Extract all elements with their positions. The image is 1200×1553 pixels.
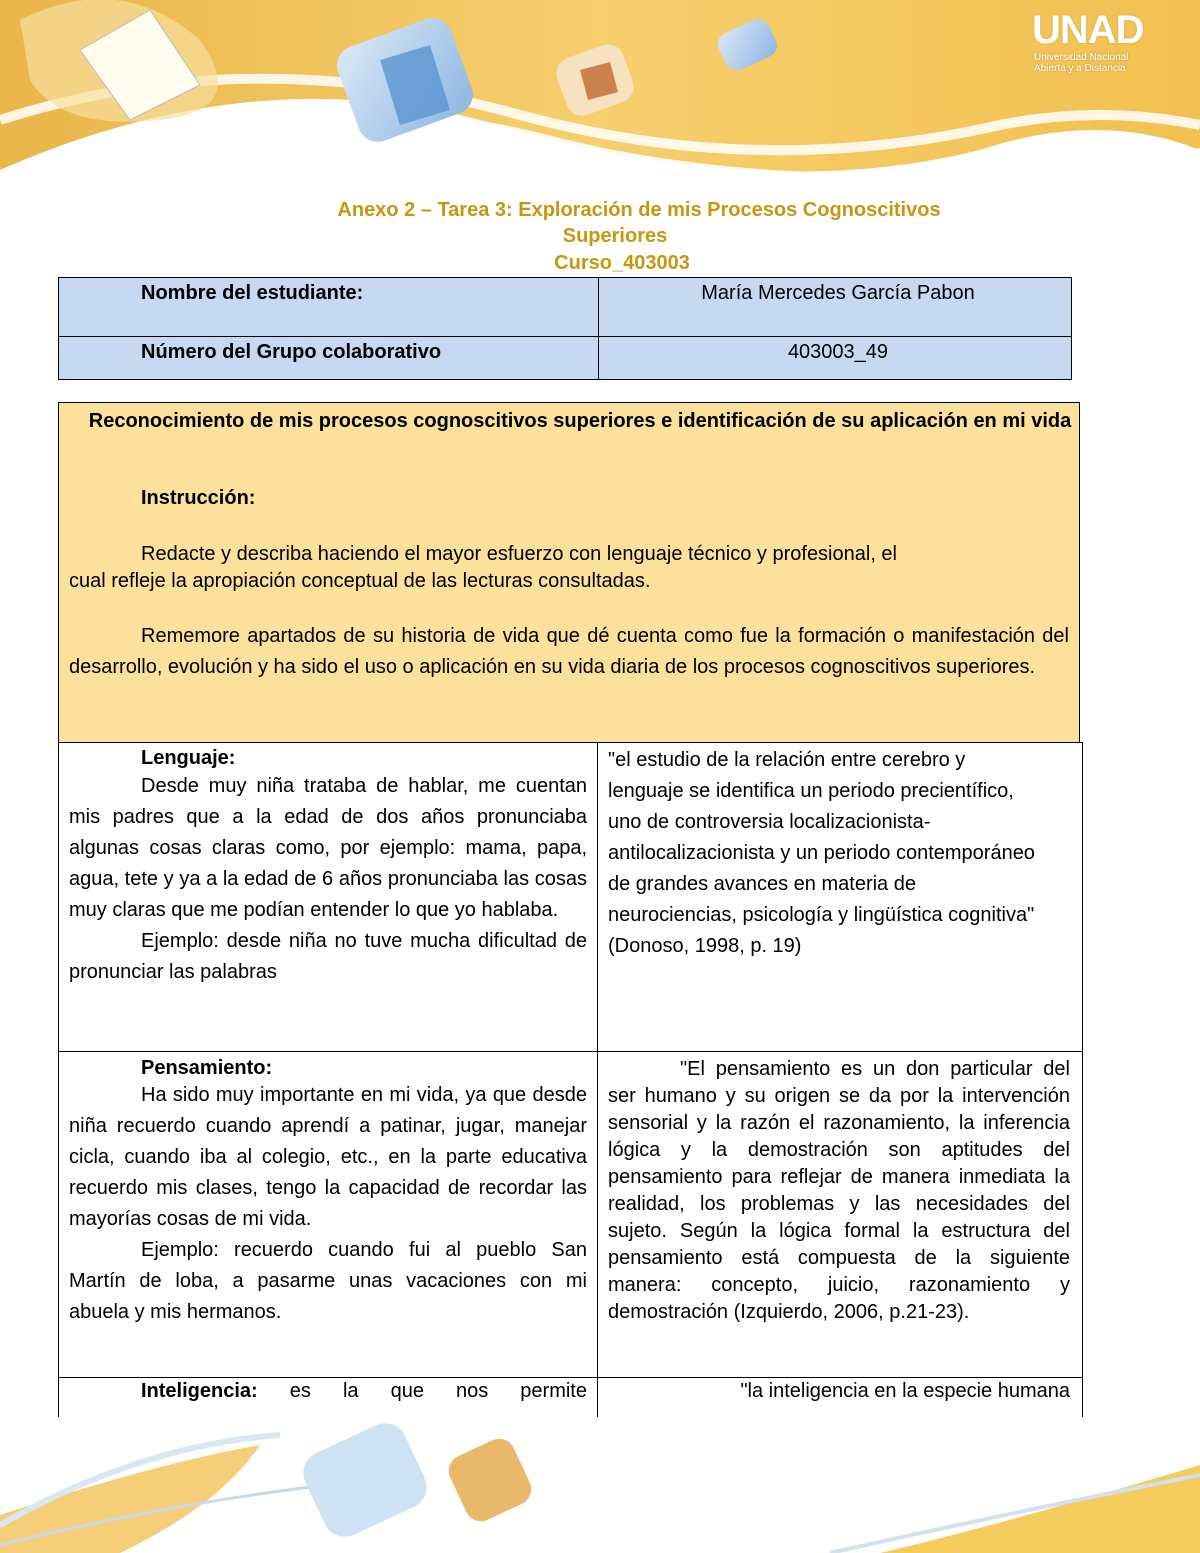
lenguaje-right-cell xyxy=(597,742,1083,1052)
instructions-heading xyxy=(59,407,1081,435)
table-row xyxy=(59,278,1072,337)
instruction-paragraph-2 xyxy=(69,621,1069,683)
pensamiento-left-cell xyxy=(58,1051,598,1378)
document-title-line2: Superiores xyxy=(562,225,668,247)
lenguaje-example: Ejemplo: desde niña no tuve mucha dificultad de pronunciar las palabras xyxy=(69,930,587,983)
lenguaje-citation: "el estudio de la relación entre cerebro y lenguaje se identifica un periodo precientífico, uno de controversia localizacionista-antilocalizacionista y un periodo contemporáneo de grandes avances en materia de neurociencias, psicología y lingüística cognitiva" (Donoso, 1998, p. 19) xyxy=(608,749,1035,957)
inteligencia-citation: "la inteligencia en la especie humana xyxy=(740,1380,1070,1402)
lenguaje-left-cell xyxy=(58,742,598,1052)
inteligencia-description: es la que nos permite xyxy=(289,1380,587,1402)
student-name-label: Nombre del estudiante: xyxy=(59,278,599,337)
lenguaje-description: Desde muy niña trataba de hablar, me cuentan mis padres que a la edad de dos años pronunciaba algunas cosas claras como, por ejemplo: mama, papa, agua, tete y ya a la edad de 6 años pronunciaba las cosas muy claras que me podían entender lo que yo hablaba. xyxy=(69,775,587,921)
group-number-label: Número del Grupo colaborativo xyxy=(59,337,599,380)
table-row xyxy=(59,337,1072,380)
instruction-label: Instrucción: xyxy=(141,487,256,509)
instruction-paragraph-2-text: Rememore apartados de su historia de vida que dé cuenta como fue la formación o manifestación del desarrollo, evolución y ha sido el uso o aplicación en su vida diaria de los procesos cognoscitivos superiores. xyxy=(69,625,1069,678)
instruction-paragraph-1 xyxy=(69,541,1069,595)
instructions-heading-text: Reconocimiento de mis procesos cognoscitivos superiores e identificación de su aplicación en mi vida xyxy=(88,410,1072,432)
student-name-value: María Mercedes García Pabon xyxy=(599,278,1072,337)
student-info-table xyxy=(58,277,1072,380)
pensamiento-right-cell xyxy=(597,1051,1083,1378)
lenguaje-title: Lenguaje: xyxy=(141,747,236,769)
instruction-paragraph-1-line1: Redacte y describa haciendo el mayor esfuerzo con lenguaje técnico y profesional, el xyxy=(141,543,897,565)
pensamiento-citation: "El pensamiento es un don particular del ser humano y su origen se da por la intervención sensorial y la razón el razonamiento, la inferencia lógica y la demostración son aptitudes del pensamiento para reflejar de manera inmediata la realidad, los problemas y las necesidades del sujeto. Según la lógica formal la estructura del pensamiento está compuesta de la siguiente manera: concepto, juicio, razonamiento y demostración (Izquierdo, 2006, p.21-23). xyxy=(608,1058,1070,1323)
instructions-block xyxy=(58,402,1080,742)
unad-logo xyxy=(1032,8,1162,78)
group-number-value: 403003_49 xyxy=(599,337,1072,380)
instruction-paragraph-1-line2: cual refleje la apropiación conceptual de las lecturas consultadas. xyxy=(69,570,651,592)
pensamiento-title: Pensamiento: xyxy=(141,1057,273,1079)
header-decoration xyxy=(0,0,1200,200)
pensamiento-example: Ejemplo: recuerdo cuando fui al pueblo San Martín de loba, a pasarme unas vacaciones con mi abuela y mis hermanos. xyxy=(69,1239,587,1323)
logo-text: UNAD xyxy=(1032,8,1144,52)
inteligencia-text xyxy=(69,1380,587,1403)
pensamiento-description: Ha sido muy importante en mi vida, ya que desde niña recuerdo cuando aprendí a patinar, jugar, manejar cicla, cuando iba al colegio, etc., en la parte educativa recuerdo mis clases, tengo la capacidad de recordar las mayorías cosas de mi vida. xyxy=(69,1084,587,1230)
inteligencia-title: Inteligencia: xyxy=(141,1380,258,1402)
footer-decoration xyxy=(0,1405,1200,1553)
logo-subtitle: Universidad Nacional Abierta y a Distancia xyxy=(1034,52,1129,74)
document-title-course: Curso_403003 xyxy=(554,252,690,274)
document-title-line1: Anexo 2 – Tarea 3: Exploración de mis Procesos Cognoscitivos xyxy=(337,199,941,221)
